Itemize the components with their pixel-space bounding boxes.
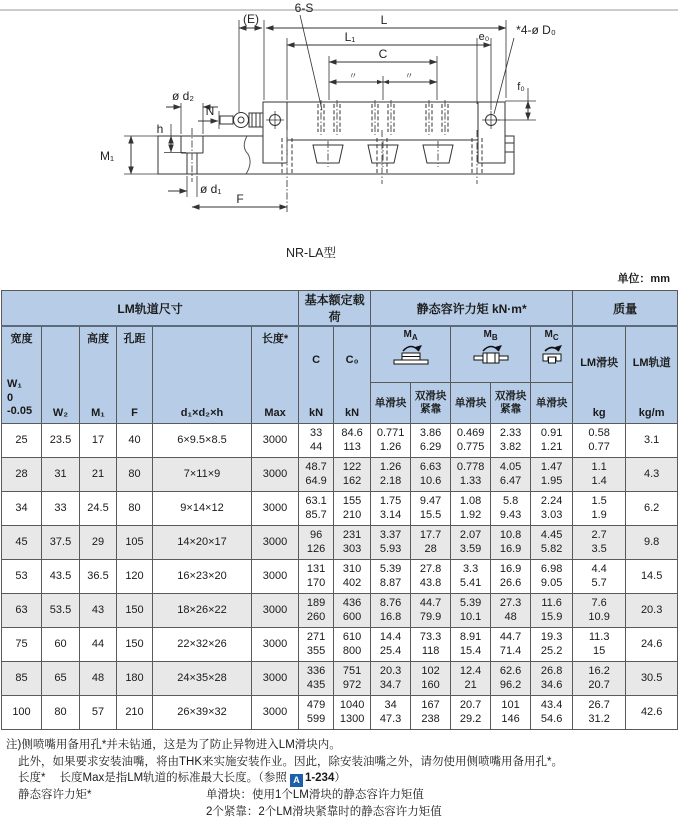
cell-mass_block: 26.7 31.2 <box>573 696 626 730</box>
label-kg: kg <box>592 407 606 419</box>
cell-bolt: 24×35×28 <box>153 662 252 696</box>
cell-mc_s: 43.4 54.6 <box>531 696 573 730</box>
cell-c: 63.1 85.7 <box>299 492 334 526</box>
cell-ma_s: 8.76 16.8 <box>371 594 411 628</box>
note-line-5: 2个紧靠：2个LM滑块紧靠时的静态容许力矩值 <box>206 805 442 818</box>
cell-w2: 33 <box>42 492 80 526</box>
cell-c0: 610 800 <box>334 628 371 662</box>
table-row <box>2 526 678 560</box>
catalog-ref-number: 1-234 <box>304 772 335 784</box>
cell-ma_d: 73.3 118 <box>411 628 451 662</box>
cell-mass_block: 4.4 5.7 <box>573 560 626 594</box>
cell-max: 3000 <box>252 424 299 458</box>
col-mb-double: 双滑块 紧靠 <box>491 383 531 424</box>
table-row <box>2 560 678 594</box>
col-width-w1 <box>2 326 42 424</box>
group-rail-dims: LM轨道尺寸 <box>2 291 299 327</box>
technical-drawing <box>0 0 678 262</box>
lm-block <box>263 102 505 163</box>
grease-nipple <box>220 116 233 124</box>
cell-max: 3000 <box>252 458 299 492</box>
moment-mb-icon <box>469 343 513 367</box>
note-length-text: 长度Max是指LM轨道的标准最大长度。（参照 <box>59 772 287 784</box>
cell-w1: 34 <box>2 492 42 526</box>
note-moment-label: 静态容许力矩* <box>18 789 92 801</box>
col-mass-rail <box>626 326 678 424</box>
cell-bolt: 6×9.5×8.5 <box>153 424 252 458</box>
cell-w2: 80 <box>42 696 80 730</box>
label-lm-block: LM滑块 <box>580 357 619 369</box>
cell-c0: 231 303 <box>334 526 371 560</box>
cell-bolt: 26×39×32 <box>153 696 252 730</box>
cell-mass_block: 2.7 3.5 <box>573 526 626 560</box>
cell-m1: 17 <box>80 424 117 458</box>
cell-bolt: 14×20×17 <box>153 526 252 560</box>
cell-c0: 155 210 <box>334 492 371 526</box>
cell-max: 3000 <box>252 628 299 662</box>
col-ma-double: 双滑块 紧靠 <box>411 383 451 424</box>
cell-m1: 43 <box>80 594 117 628</box>
unit-label: 单位：mm <box>617 273 670 285</box>
dim-label-f0: f₀ <box>517 81 525 93</box>
label-kgm: kg/m <box>638 407 665 419</box>
cell-mass_rail: 24.6 <box>626 628 678 662</box>
label-max: Max <box>264 407 286 419</box>
cell-w2: 37.5 <box>42 526 80 560</box>
table-row <box>2 696 678 730</box>
cell-mass_block: 1.5 1.9 <box>573 492 626 526</box>
table-body <box>2 424 678 730</box>
label-mc: M <box>544 329 553 340</box>
col-mb <box>451 326 531 383</box>
cell-mass_rail: 14.5 <box>626 560 678 594</box>
cell-max: 3000 <box>252 662 299 696</box>
label-mb-sub: B <box>491 333 498 342</box>
col-c <box>299 326 334 424</box>
cell-bolt: 22×32×26 <box>153 628 252 662</box>
cell-max: 3000 <box>252 696 299 730</box>
col-w2 <box>42 326 80 424</box>
label-ma: M <box>403 329 412 340</box>
cell-c0: 751 972 <box>334 662 371 696</box>
cell-mass_block: 11.3 15 <box>573 628 626 662</box>
cell-c: 96 126 <box>299 526 334 560</box>
cell-mass_rail: 3.1 <box>626 424 678 458</box>
cell-mb_s: 5.39 10.1 <box>451 594 491 628</box>
cell-bolt: 7×11×9 <box>153 458 252 492</box>
cell-w1: 75 <box>2 628 42 662</box>
cell-c: 479 599 <box>299 696 334 730</box>
cell-w1: 45 <box>2 526 42 560</box>
group-static-moment: 静态容许力矩 kN·m* <box>371 291 573 327</box>
cell-m1: 36.5 <box>80 560 117 594</box>
label-w2: W₂ <box>52 407 69 419</box>
cell-mass_rail: 9.8 <box>626 526 678 560</box>
cell-w2: 60 <box>42 628 80 662</box>
cell-mass_rail: 42.6 <box>626 696 678 730</box>
dim-label-d2: ø d₂ <box>172 89 194 103</box>
cell-mc_s: 0.91 1.21 <box>531 424 573 458</box>
col-mass-block <box>573 326 626 424</box>
table-row <box>2 492 678 526</box>
cell-mass_rail: 30.5 <box>626 662 678 696</box>
dim-label-6s: 6-S <box>294 1 314 15</box>
cell-mb_s: 3.3 5.41 <box>451 560 491 594</box>
cell-c0: 1040 1300 <box>334 696 371 730</box>
note-line-2: 此外，如果要求安装油嘴，将由THK来实施安装作业。因此，除安装油嘴之外，请勿使用侧喷嘴用备用孔*。 <box>18 755 563 768</box>
cell-mb_s: 20.7 29.2 <box>451 696 491 730</box>
label-c0: C₀ <box>345 354 359 366</box>
table-row <box>2 628 678 662</box>
cell-ma_d: 167 238 <box>411 696 451 730</box>
label-mc-sub: C <box>552 333 559 342</box>
col-length-max <box>252 326 299 424</box>
cell-mass_block: 16.2 20.7 <box>573 662 626 696</box>
cell-mb_d: 27.3 48 <box>491 594 531 628</box>
cell-mb_s: 1.08 1.92 <box>451 492 491 526</box>
cell-ma_s: 1.75 3.14 <box>371 492 411 526</box>
label-width: 宽度 <box>10 333 33 345</box>
note-line-1: 注)侧喷嘴用备用孔*并未钻通，这是为了防止异物进入LM滑块内。 <box>6 739 341 751</box>
cell-bolt: 9×14×12 <box>153 492 252 526</box>
cell-mass_rail: 4.3 <box>626 458 678 492</box>
table-row <box>2 662 678 696</box>
label-c: C <box>312 354 321 366</box>
cell-m1: 24.5 <box>80 492 117 526</box>
col-ma <box>371 326 451 383</box>
cell-max: 3000 <box>252 492 299 526</box>
label-kn: kN <box>345 407 360 419</box>
cell-ma_d: 9.47 15.5 <box>411 492 451 526</box>
cell-ma_s: 20.3 34.7 <box>371 662 411 696</box>
cell-mb_s: 8.91 15.4 <box>451 628 491 662</box>
label-height: 高度 <box>87 333 109 345</box>
cell-c: 33 44 <box>299 424 334 458</box>
cell-mb_d: 44.7 71.4 <box>491 628 531 662</box>
label-w1-tol1: -0.05 <box>7 405 33 418</box>
cell-c0: 122 162 <box>334 458 371 492</box>
label-bolt: d₁×d₂×h <box>180 407 224 419</box>
cell-m1: 48 <box>80 662 117 696</box>
col-bolt-size <box>153 326 252 424</box>
cell-ma_s: 5.39 8.87 <box>371 560 411 594</box>
equal-tick: 〃 <box>348 71 358 81</box>
dim-label-f: F <box>236 192 244 206</box>
cell-mass_rail: 20.3 <box>626 594 678 628</box>
cell-mc_s: 11.6 15.9 <box>531 594 573 628</box>
cell-f: 180 <box>117 662 153 696</box>
cell-c: 336 435 <box>299 662 334 696</box>
cell-ma_d: 102 160 <box>411 662 451 696</box>
cell-m1: 57 <box>80 696 117 730</box>
col-pitch-f <box>117 326 153 424</box>
cell-w2: 23.5 <box>42 424 80 458</box>
col-height-m1 <box>80 326 117 424</box>
label-pitch: 孔距 <box>123 333 146 345</box>
cell-w1: 85 <box>2 662 42 696</box>
cell-mc_s: 2.24 3.03 <box>531 492 573 526</box>
dim-label-c: C <box>378 47 388 61</box>
cell-f: 40 <box>117 424 153 458</box>
cell-c: 131 170 <box>299 560 334 594</box>
cell-f: 120 <box>117 560 153 594</box>
cell-c: 189 260 <box>299 594 334 628</box>
label-kn: kN <box>309 407 324 419</box>
cell-w1: 63 <box>2 594 42 628</box>
cell-mc_s: 6.98 9.05 <box>531 560 573 594</box>
group-header-row <box>2 291 678 327</box>
cell-mass_block: 0.58 0.77 <box>573 424 626 458</box>
cell-w2: 43.5 <box>42 560 80 594</box>
cell-w1: 28 <box>2 458 42 492</box>
cell-mb_s: 0.778 1.33 <box>451 458 491 492</box>
cell-c: 271 355 <box>299 628 334 662</box>
cell-c: 48.7 64.9 <box>299 458 334 492</box>
note-line-4 <box>6 787 674 804</box>
dimension-table <box>1 290 678 730</box>
cell-mb_d: 2.33 3.82 <box>491 424 531 458</box>
cell-m1: 29 <box>80 526 117 560</box>
cell-f: 210 <box>117 696 153 730</box>
dim-label-d1: ø d₁ <box>200 182 222 196</box>
cell-mc_s: 19.3 25.2 <box>531 628 573 662</box>
note-single-text: 单滑块：使用1个LM滑块的静态容许力矩值 <box>206 789 424 801</box>
note-line-3 <box>6 770 674 787</box>
note-close-paren: ） <box>334 772 346 784</box>
cell-ma_d: 6.63 10.6 <box>411 458 451 492</box>
drawing-caption: NR-LA型 <box>285 246 337 260</box>
cell-mb_d: 5.8 9.43 <box>491 492 531 526</box>
lm-rail <box>158 136 514 174</box>
cell-mc_s: 4.45 5.82 <box>531 526 573 560</box>
col-ma-single: 单滑块 <box>371 383 411 424</box>
cell-ma_d: 3.86 6.29 <box>411 424 451 458</box>
column-header-row <box>2 326 678 383</box>
label-m1: M₁ <box>91 407 105 419</box>
cell-f: 150 <box>117 628 153 662</box>
label-f: F <box>131 407 138 419</box>
moment-ma-icon <box>389 343 433 367</box>
equal-tick: 〃 <box>404 71 414 81</box>
dim-label-d0: *4-ø D₀ <box>516 23 556 37</box>
table-row <box>2 594 678 628</box>
cell-mb_s: 0.469 0.775 <box>451 424 491 458</box>
cell-ma_s: 1.26 2.18 <box>371 458 411 492</box>
label-lm-rail: LM轨道 <box>632 357 671 369</box>
cell-w1: 25 <box>2 424 42 458</box>
cell-c0: 84.6 113 <box>334 424 371 458</box>
cell-w2: 31 <box>42 458 80 492</box>
col-mb-single: 单滑块 <box>451 383 491 424</box>
cell-w2: 53.5 <box>42 594 80 628</box>
cell-max: 3000 <box>252 526 299 560</box>
dim-label-h: h <box>156 122 164 136</box>
notes <box>0 730 678 828</box>
cell-m1: 21 <box>80 458 117 492</box>
dim-label-m1: M₁ <box>99 149 115 163</box>
dim-label-n: N <box>205 104 215 118</box>
label-mb: M <box>483 329 492 340</box>
table-row <box>2 458 678 492</box>
cell-mb_s: 12.4 21 <box>451 662 491 696</box>
cell-mass_block: 1.1 1.4 <box>573 458 626 492</box>
cell-w2: 65 <box>42 662 80 696</box>
cell-c0: 310 402 <box>334 560 371 594</box>
cell-ma_s: 0.771 1.26 <box>371 424 411 458</box>
cell-f: 150 <box>117 594 153 628</box>
cell-mb_d: 4.05 6.47 <box>491 458 531 492</box>
cell-mb_s: 2.07 3.59 <box>451 526 491 560</box>
dim-label-e0: e₀ <box>478 31 490 43</box>
cell-mass_rail: 6.2 <box>626 492 678 526</box>
cell-max: 3000 <box>252 594 299 628</box>
dim-label-e: (E) <box>243 12 259 26</box>
cell-w1: 53 <box>2 560 42 594</box>
cell-ma_d: 27.8 43.8 <box>411 560 451 594</box>
cell-mb_d: 101 146 <box>491 696 531 730</box>
cell-ma_d: 44.7 79.9 <box>411 594 451 628</box>
cell-bolt: 18×26×22 <box>153 594 252 628</box>
cell-ma_s: 3.37 5.93 <box>371 526 411 560</box>
cell-ma_d: 17.7 28 <box>411 526 451 560</box>
col-mc-single: 单滑块 <box>531 383 573 424</box>
col-c0 <box>334 326 371 424</box>
cell-bolt: 16×23×20 <box>153 560 252 594</box>
label-length: 长度* <box>261 333 289 345</box>
cell-f: 80 <box>117 492 153 526</box>
cell-mc_s: 1.47 1.95 <box>531 458 573 492</box>
note-length-label: 长度* <box>18 772 46 784</box>
table-row <box>2 424 678 458</box>
group-mass: 质量 <box>573 291 678 327</box>
cell-w1: 100 <box>2 696 42 730</box>
cell-mb_d: 16.9 26.6 <box>491 560 531 594</box>
moment-mc-icon <box>535 343 569 367</box>
cell-ma_s: 14.4 25.4 <box>371 628 411 662</box>
dim-label-l1: L₁ <box>344 30 356 44</box>
cell-mc_s: 26.8 34.6 <box>531 662 573 696</box>
group-basic-load: 基本额定载荷 <box>299 291 371 327</box>
cell-max: 3000 <box>252 560 299 594</box>
cell-ma_s: 34 47.3 <box>371 696 411 730</box>
catalog-ref-icon: A <box>290 774 303 787</box>
cell-mb_d: 10.8 16.9 <box>491 526 531 560</box>
dim-label-l: L <box>380 13 388 27</box>
cell-c0: 436 600 <box>334 594 371 628</box>
label-ma-sub: A <box>411 333 418 342</box>
label-w1: W₁ <box>7 377 22 390</box>
col-mc <box>531 326 573 383</box>
cell-mb_d: 62.6 96.2 <box>491 662 531 696</box>
cell-f: 105 <box>117 526 153 560</box>
cell-m1: 44 <box>80 628 117 662</box>
cell-mass_block: 7.6 10.9 <box>573 594 626 628</box>
cell-f: 80 <box>117 458 153 492</box>
label-w1-tol0: 0 <box>7 391 14 404</box>
